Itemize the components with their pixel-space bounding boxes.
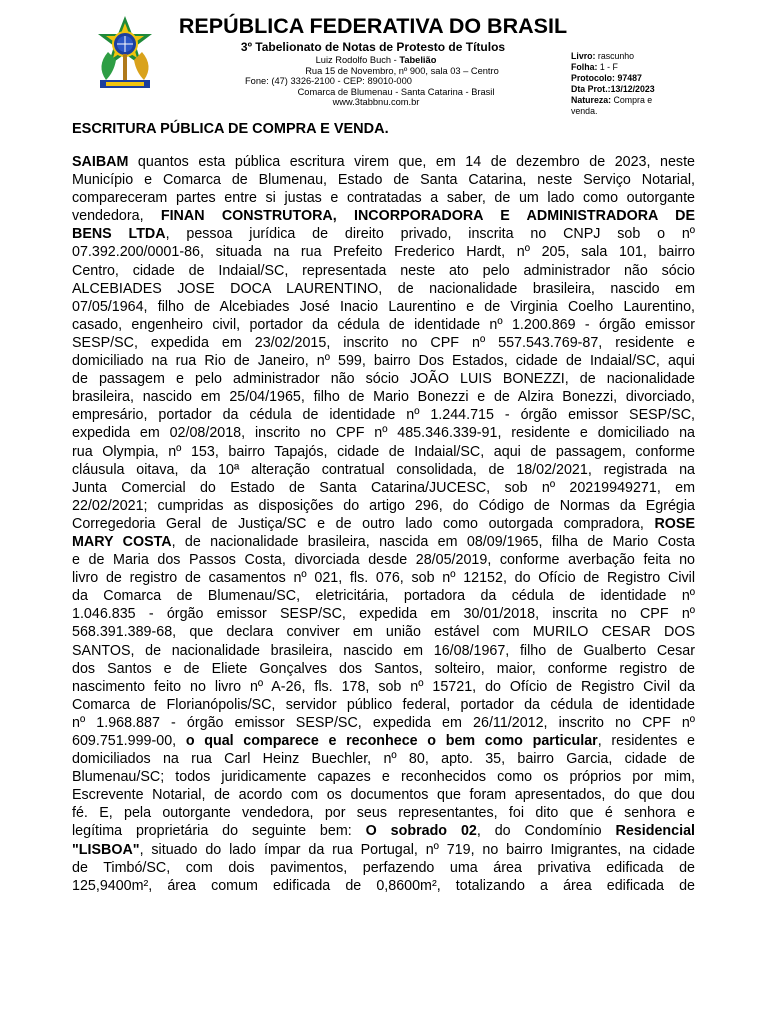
bold-text: FINAN CONSTRUTORA, INCORPORADORA E ADMINISTRADORA DE bbox=[160, 208, 696, 225]
body-text: cláusula oitava, da 10ª alteração contratual consolidada, de 18/02/2021, registrada na bbox=[72, 461, 695, 478]
document-title: ESCRITURA PÚBLICA DE COMPRA E VENDA. bbox=[72, 121, 389, 137]
body-text: , do Condomínio bbox=[476, 823, 616, 840]
body-text: SANTOS, de nacionalidade brasileira, nascido em 16/08/1967, filho de Gualberto Cesar bbox=[72, 642, 695, 659]
body-text: fé. E, pela outorgante vendedora, por seus representantes, foi dito que é senhora e bbox=[72, 805, 695, 822]
bold-text: o qual comparece e reconhece o bem como particular bbox=[185, 733, 598, 749]
header-phone: Fone: (47) 3326-2100 - CEP: 89010-000 bbox=[245, 76, 412, 86]
body-text: nº 1.968.887 - órgão emissor SESP/SC, expedida em 26/11/2012, inscrito no CPF nº bbox=[72, 714, 695, 731]
body-text: casado, engenheiro civil, portador da cédula de identidade nº 1.200.869 - órgão emissor bbox=[72, 316, 695, 333]
dta-value: 13/12/2023 bbox=[610, 84, 655, 94]
body-line bbox=[72, 587, 695, 605]
body-text: 1.046.835 - órgão emissor SESP/SC, expedida em 30/01/2018, inscrita no CPF nº bbox=[72, 606, 695, 623]
bold-text: "LISBOA" bbox=[72, 841, 140, 858]
body-line bbox=[72, 461, 695, 479]
body-line bbox=[72, 750, 695, 768]
body-line bbox=[72, 533, 695, 551]
header-notary-role: Tabelião bbox=[399, 55, 437, 65]
body-text: Corregedoria Geral de Justiça/SC e de outro lado como outorgada compradora, bbox=[72, 515, 655, 532]
livro-label: Livro: bbox=[571, 51, 596, 61]
header-notary-name: Luiz Rodolfo Buch - bbox=[315, 55, 400, 65]
bold-text: Residencial bbox=[615, 823, 695, 840]
body-line bbox=[72, 388, 695, 406]
body-line bbox=[72, 298, 695, 316]
body-text: dos Santos e de Eliete Gonçalves dos Santos, solteiro, maior, conforme registro de bbox=[72, 660, 695, 677]
body-line bbox=[72, 804, 695, 822]
natureza-value: Compra e bbox=[613, 95, 653, 105]
bold-text: ROSE bbox=[654, 515, 695, 532]
side-natureza bbox=[571, 95, 681, 106]
protocolo-label: Protocolo: bbox=[571, 73, 615, 83]
body-text: Junta Comercial do Estado de Santa Catarina/JUCESC, sob nº 20219949271, em bbox=[72, 479, 695, 496]
body-line bbox=[72, 497, 695, 515]
body-line bbox=[72, 642, 695, 660]
body-line bbox=[72, 243, 695, 261]
body-line bbox=[72, 479, 695, 497]
header-comarca: Comarca de Blumenau - Santa Catarina - Brasil bbox=[297, 87, 495, 97]
body-line bbox=[72, 605, 695, 623]
body-line bbox=[72, 225, 695, 243]
body-text: , residentes e bbox=[597, 733, 695, 749]
body-text: expedida em 02/08/2018, inscrito no CPF nº 485.346.339-91, residente e domiciliado na bbox=[72, 425, 695, 442]
body-text: Centro, cidade de Indaial/SC, representada neste ato pelo administrador não sócio bbox=[72, 262, 695, 279]
body-text: e de Maria dos Passos Costa, divorciada desde 28/05/2019, conforme averbação feita no bbox=[72, 552, 695, 569]
body-line bbox=[72, 678, 695, 696]
bold-text: MARY COSTA bbox=[72, 533, 172, 550]
body-line bbox=[72, 841, 695, 859]
body-line bbox=[72, 334, 695, 352]
body-text: 07.392.200/0001-86, situada na rua Prefeito Frederico Hardt, nº 205, sala 101, bairro bbox=[72, 244, 695, 261]
side-livro bbox=[571, 51, 681, 62]
natureza-label: Natureza: bbox=[571, 95, 612, 105]
body-line bbox=[72, 551, 695, 569]
body-text: SESP/SC, expedida em 23/02/2015, inscrito no CPF nº 557.543.769-87, residente e bbox=[72, 334, 695, 351]
body-line bbox=[72, 623, 695, 641]
body-text: domiciliados na rua Carl Heinz Buechler, nº 80, apto. 35, bairro Garcia, cidade de bbox=[72, 751, 695, 768]
livro-value: rascunho bbox=[597, 51, 635, 61]
body-text: 568.391.389-68, que declara conviver em união estável com MURILO CESAR DOS bbox=[72, 624, 695, 641]
header-website: www.3tabbnu.com.br bbox=[332, 97, 420, 107]
body-line bbox=[72, 443, 695, 461]
body-line bbox=[72, 207, 695, 225]
body-text: , pessoa jurídica de direito privado, inscrita no CNPJ sob o nº bbox=[165, 226, 696, 243]
body-text: domiciliado na rua Rio de Janeiro, nº 599, bairro Dos Estados, cidade de Indaial/SC, aqui bbox=[72, 353, 695, 370]
body-text: quantos esta pública escritura virem que, em 14 de dezembro de 2023, neste bbox=[128, 154, 695, 170]
body-line bbox=[72, 732, 695, 750]
brazil-coat-of-arms-icon bbox=[86, 14, 164, 98]
body-line bbox=[72, 786, 695, 804]
folha-label: Folha: bbox=[571, 62, 598, 72]
body-line bbox=[72, 822, 695, 840]
body-text: vendedora, bbox=[72, 208, 161, 225]
body-text: , situado do lado ímpar da rua Portugal, nº 719, no bairro Imigrantes, na cidade bbox=[139, 841, 695, 858]
body-line bbox=[72, 696, 695, 714]
body-line bbox=[72, 171, 695, 189]
body-text: 22/02/2021; cumpridas as disposições do artigo 296, do Código de Normas da Egrégia bbox=[72, 497, 695, 514]
body-line bbox=[72, 352, 695, 370]
protocolo-value: 97487 bbox=[617, 73, 642, 83]
body-text: empresário, portador da cédula de identidade nº 1.244.715 - órgão emissor SESP/SC, bbox=[72, 407, 695, 424]
body-line bbox=[72, 406, 695, 424]
body-text: de Timbó/SC, com dois pavimentos, perfazendo uma área privativa edificada de bbox=[72, 859, 695, 876]
body-line bbox=[72, 877, 695, 895]
body-text: compareceram partes entre si justas e contratadas a saber, de um lado como outorgante bbox=[72, 190, 695, 207]
body-line bbox=[72, 262, 695, 280]
side-natureza-cont: venda. bbox=[571, 106, 598, 116]
document-body bbox=[72, 153, 695, 895]
header-title: REPÚBLICA FEDERATIVA DO BRASIL bbox=[178, 14, 568, 38]
body-line bbox=[72, 569, 695, 587]
side-info-box bbox=[571, 51, 681, 117]
body-text: rua Olympia, nº 153, bairro Tapajós, cidade de Indaial/SC, aqui de passagem, conforme bbox=[72, 443, 695, 460]
body-line bbox=[72, 660, 695, 678]
body-line bbox=[72, 515, 695, 533]
body-text: 609.751.999-00, bbox=[72, 733, 186, 749]
body-line bbox=[72, 424, 695, 442]
body-line bbox=[72, 768, 695, 786]
body-line bbox=[72, 370, 695, 388]
side-folha bbox=[571, 62, 681, 73]
header-subtitle: 3º Tabelionato de Notas de Protesto de Títulos bbox=[240, 40, 506, 54]
body-text: da Comarca de Blumenau/SC, eletricitária, portadora da cédula de identidade nº bbox=[72, 588, 695, 605]
body-text: Escrevente Notarial, de acordo com os documentos que foram apresentados, do que dou bbox=[72, 787, 695, 804]
dta-label: Dta Prot.: bbox=[571, 84, 611, 94]
header-notary bbox=[180, 55, 572, 66]
side-dta-prot bbox=[571, 84, 681, 95]
body-text: Blumenau/SC; todos juridicamente capazes e reconhecidos como os próprios por mim, bbox=[72, 769, 695, 786]
bold-text: SAIBAM bbox=[72, 154, 129, 170]
body-line bbox=[72, 859, 695, 877]
bold-text: BENS LTDA bbox=[72, 226, 166, 243]
header-address: Rua 15 de Novembro, nº 900, sala 03 – Centro bbox=[305, 66, 499, 76]
body-line bbox=[72, 316, 695, 334]
body-line bbox=[72, 280, 695, 298]
bold-text: O sobrado 02 bbox=[365, 823, 477, 840]
body-text: 07/05/1964, filho de Alcebiades José Inacio Laurentino e de Virginia Coelho Laurentino, bbox=[72, 298, 695, 315]
body-text: , de nacionalidade brasileira, nascida em 08/09/1965, filha de Mario Costa bbox=[171, 533, 695, 550]
body-text: nascimento feito no livro nº A-26, fls. 178, sob nº 15721, do Ofício de Registro Civil da bbox=[72, 678, 695, 695]
body-line bbox=[72, 189, 695, 207]
body-text: Município e Comarca de Blumenau, Estado de Santa Catarina, neste Serviço Notarial, bbox=[72, 172, 695, 189]
body-text: legítima proprietária do seguinte bem: bbox=[72, 823, 366, 840]
body-line bbox=[72, 714, 695, 732]
body-text: 125,9400m², área comum edificada de 0,8600m², totalizando a área edificada de bbox=[72, 877, 695, 894]
body-text: brasileira, nascido em 25/04/1965, filho de Mario Bonezzi e de Alzira Bonezzi, divorciado, bbox=[72, 389, 695, 406]
body-line bbox=[72, 153, 695, 171]
body-text: de passagem e pelo administrador não sócio JOÃO LUIS BONEZZI, de nacionalidade bbox=[72, 371, 695, 388]
body-text: livro de registro de casamentos nº 021, fls. 076, sob nº 12152, do Ofício de Registro Civil bbox=[72, 570, 695, 587]
folha-value: 1 - F bbox=[599, 62, 618, 72]
side-protocolo bbox=[571, 73, 681, 84]
body-text: Comarca de Florianópolis/SC, servidor público federal, portador da cédula de identidade bbox=[72, 696, 695, 713]
body-text: ALCEBIADES JOSE DOCA LAURENTINO, de nacionalidade brasileira, nascido em bbox=[72, 280, 695, 297]
